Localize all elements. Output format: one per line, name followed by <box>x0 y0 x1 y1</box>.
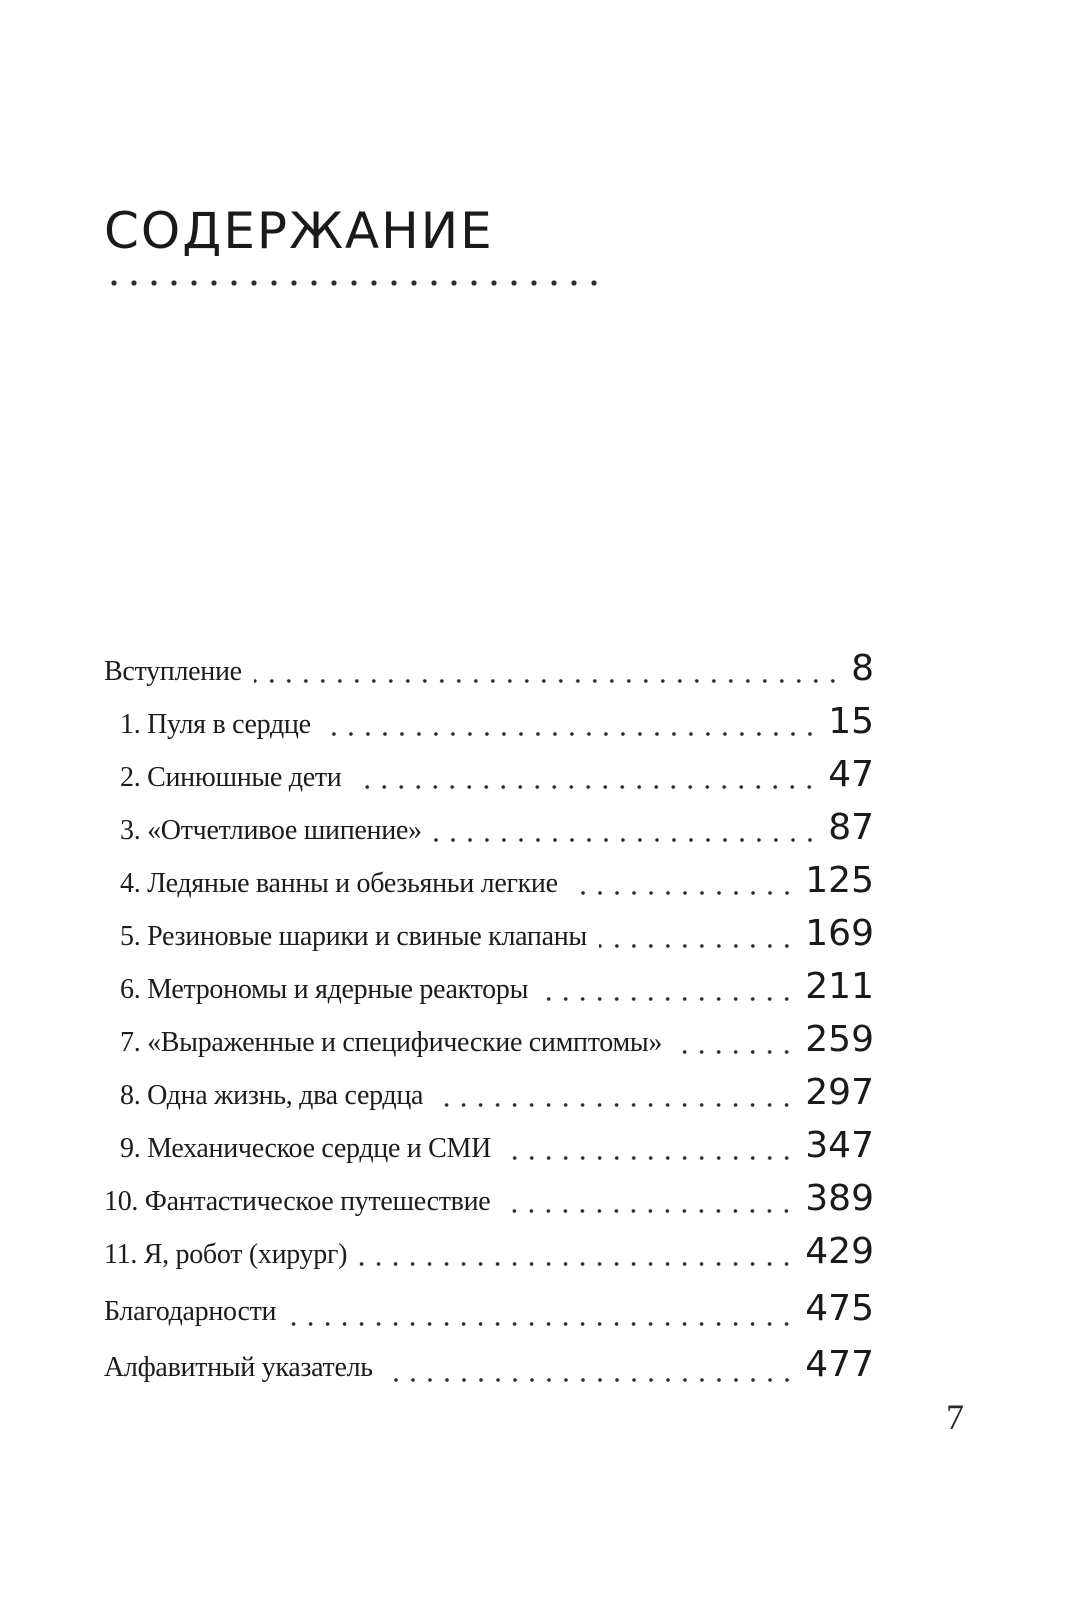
toc-dot-leader <box>503 1152 795 1164</box>
toc-entry-chapter-8 <box>104 1072 874 1125</box>
toc-entry-label: 10. Фантастическое путешествие <box>104 1186 491 1217</box>
toc-entry-chapter-11 <box>104 1231 874 1284</box>
toc-entry-page: 47 <box>828 754 874 795</box>
toc-entry-page: 477 <box>805 1344 874 1385</box>
toc-entry-page: 347 <box>805 1125 874 1166</box>
toc-dot-leader <box>434 834 818 846</box>
toc-entry-label: 11. Я, робот (хирург) <box>104 1239 348 1270</box>
toc-entry-chapter-1 <box>104 701 874 754</box>
toc-entry-chapter-9 <box>104 1125 874 1178</box>
toc-dot-leader <box>674 1046 795 1058</box>
toc-entry-label: 3. «Отчетливое шипение» <box>120 815 422 846</box>
toc-entry-label: Алфавитный указатель <box>104 1352 373 1383</box>
toc-dot-leader <box>353 781 818 793</box>
toc-entry-page: 211 <box>805 966 874 1007</box>
toc-entry-chapter-5 <box>104 913 874 966</box>
toc-entry-chapter-3 <box>104 807 874 860</box>
toc-entry-chapter-4 <box>104 860 874 913</box>
toc-dot-leader <box>502 1205 795 1217</box>
toc-entry-chapter-10 <box>104 1178 874 1231</box>
toc-dot-leader <box>254 675 841 687</box>
toc-dot-leader <box>288 1318 795 1330</box>
toc-entry-label: 9. Механическое сердце и СМИ <box>120 1133 492 1164</box>
toc-entry-label: 6. Метрономы и ядерные реакторы <box>120 974 529 1005</box>
toc-entry-acknowledgements <box>104 1288 874 1344</box>
toc-dot-leader <box>570 887 796 899</box>
title-dotted-rule <box>104 276 604 290</box>
toc-entry-page: 169 <box>805 913 874 954</box>
toc-dot-leader <box>599 940 795 952</box>
toc-entry-page: 475 <box>805 1288 874 1329</box>
toc-entry-page: 15 <box>828 701 874 742</box>
toc-entry-page: 125 <box>805 860 874 901</box>
toc-entry-introduction <box>104 648 874 701</box>
toc-entry-page: 297 <box>805 1072 874 1113</box>
toc-entry-page: 259 <box>805 1019 874 1060</box>
toc-entry-page: 429 <box>805 1231 874 1272</box>
toc-dot-leader <box>435 1099 795 1111</box>
toc-entry-label: 4. Ледяные ванны и обезьяньи легкие <box>120 868 558 899</box>
toc-entry-chapter-6 <box>104 966 874 1019</box>
page-number: 7 <box>946 1397 964 1437</box>
toc-entry-label: 5. Резиновые шарики и свиные клапаны <box>120 921 587 952</box>
toc-dot-leader <box>385 1374 796 1386</box>
toc-entry-label: 2. Синюшные дети <box>120 762 342 793</box>
toc-dot-leader <box>359 1258 795 1270</box>
toc-entry-chapter-7 <box>104 1019 874 1072</box>
page-title: СОДЕРЖАНИЕ <box>104 202 494 260</box>
toc-entry-chapter-2 <box>104 754 874 807</box>
toc-entry-label: Благодарности <box>104 1296 277 1327</box>
toc-dot-leader <box>540 993 795 1005</box>
toc-dot-leader <box>323 728 818 740</box>
toc-entry-page: 8 <box>851 648 874 689</box>
toc-entry-index <box>104 1344 874 1400</box>
toc-entry-label: 7. «Выраженные и специфические симптомы» <box>120 1027 663 1058</box>
toc-entry-label: Вступление <box>104 656 242 687</box>
toc-entry-label: 8. Одна жизнь, два сердца <box>120 1080 424 1111</box>
toc-entry-page: 389 <box>805 1178 874 1219</box>
toc-entry-page: 87 <box>828 807 874 848</box>
toc-entry-label: 1. Пуля в сердце <box>120 709 311 740</box>
table-of-contents <box>104 648 874 1400</box>
